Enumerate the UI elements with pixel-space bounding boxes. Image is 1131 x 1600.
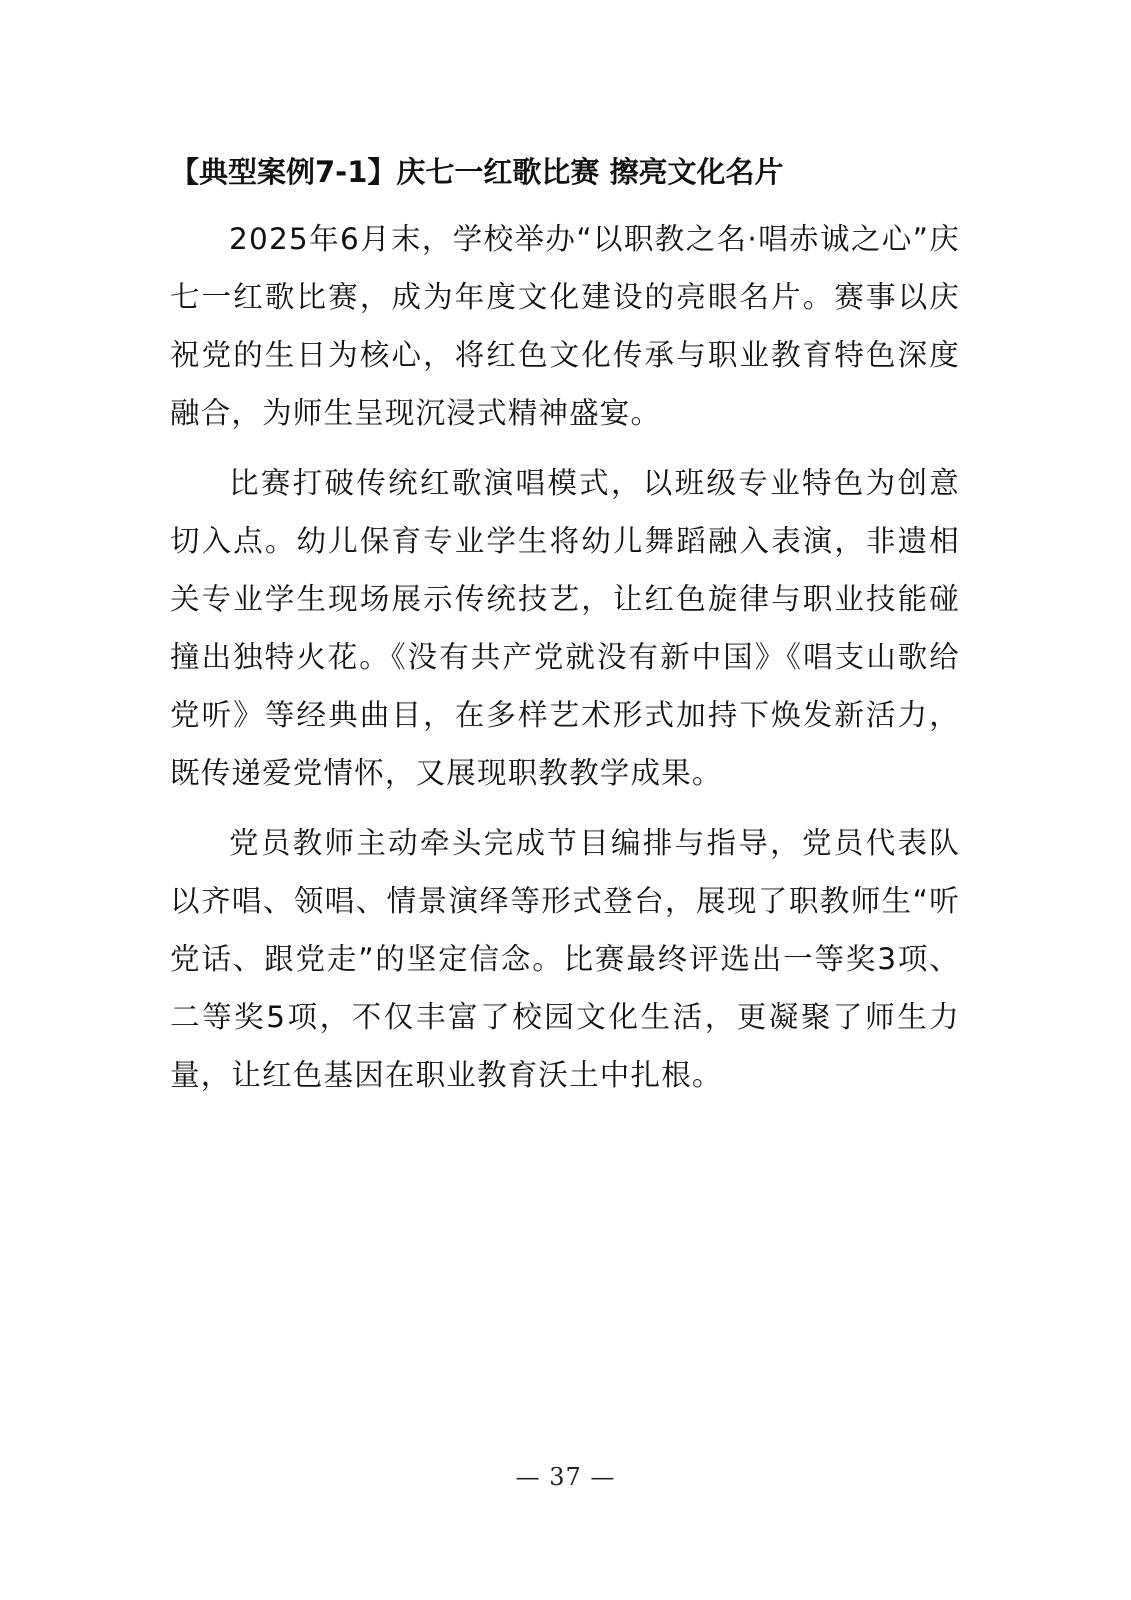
- paragraph-1: 2025年6月末，学校举办“以职教之名·唱赤诚之心”庆七一红歌比赛，成为年度文化建设的亮眼名片。赛事以庆祝党的生日为核心，将红色文化传承与职业教育特色深度融合，为师生呈现沉浸式精神盛宴。: [170, 222, 960, 430]
- document-body: [170, 150, 960, 1116]
- case-title: 【典型案例7-1】庆七一红歌比赛 擦亮文化名片: [170, 155, 784, 189]
- page-number: — 37 —: [515, 1463, 616, 1491]
- paragraph-2: 比赛打破传统红歌演唱模式，以班级专业特色为创意切入点。幼儿保育专业学生将幼儿舞蹈融入表演，非遗相关专业学生现场展示传统技艺，让红色旋律与职业技能碰撞出独特火花。《没有共产党就没有新中国》《唱支山歌给党听》等经典曲目，在多样艺术形式加持下焕发新活力，既传递爱党情怀，又展现职教教学成果。: [170, 466, 960, 790]
- paragraph-3: 党员教师主动牵头完成节目编排与指导，党员代表队以齐唱、领唱、情景演绎等形式登台，展现了职教师生“听党话、跟党走”的坚定信念。比赛最终评选出一等奖3项、二等奖5项，不仅丰富了校园文化生活，更凝聚了师生力量，让红色基因在职业教育沃土中扎根。: [170, 826, 960, 1092]
